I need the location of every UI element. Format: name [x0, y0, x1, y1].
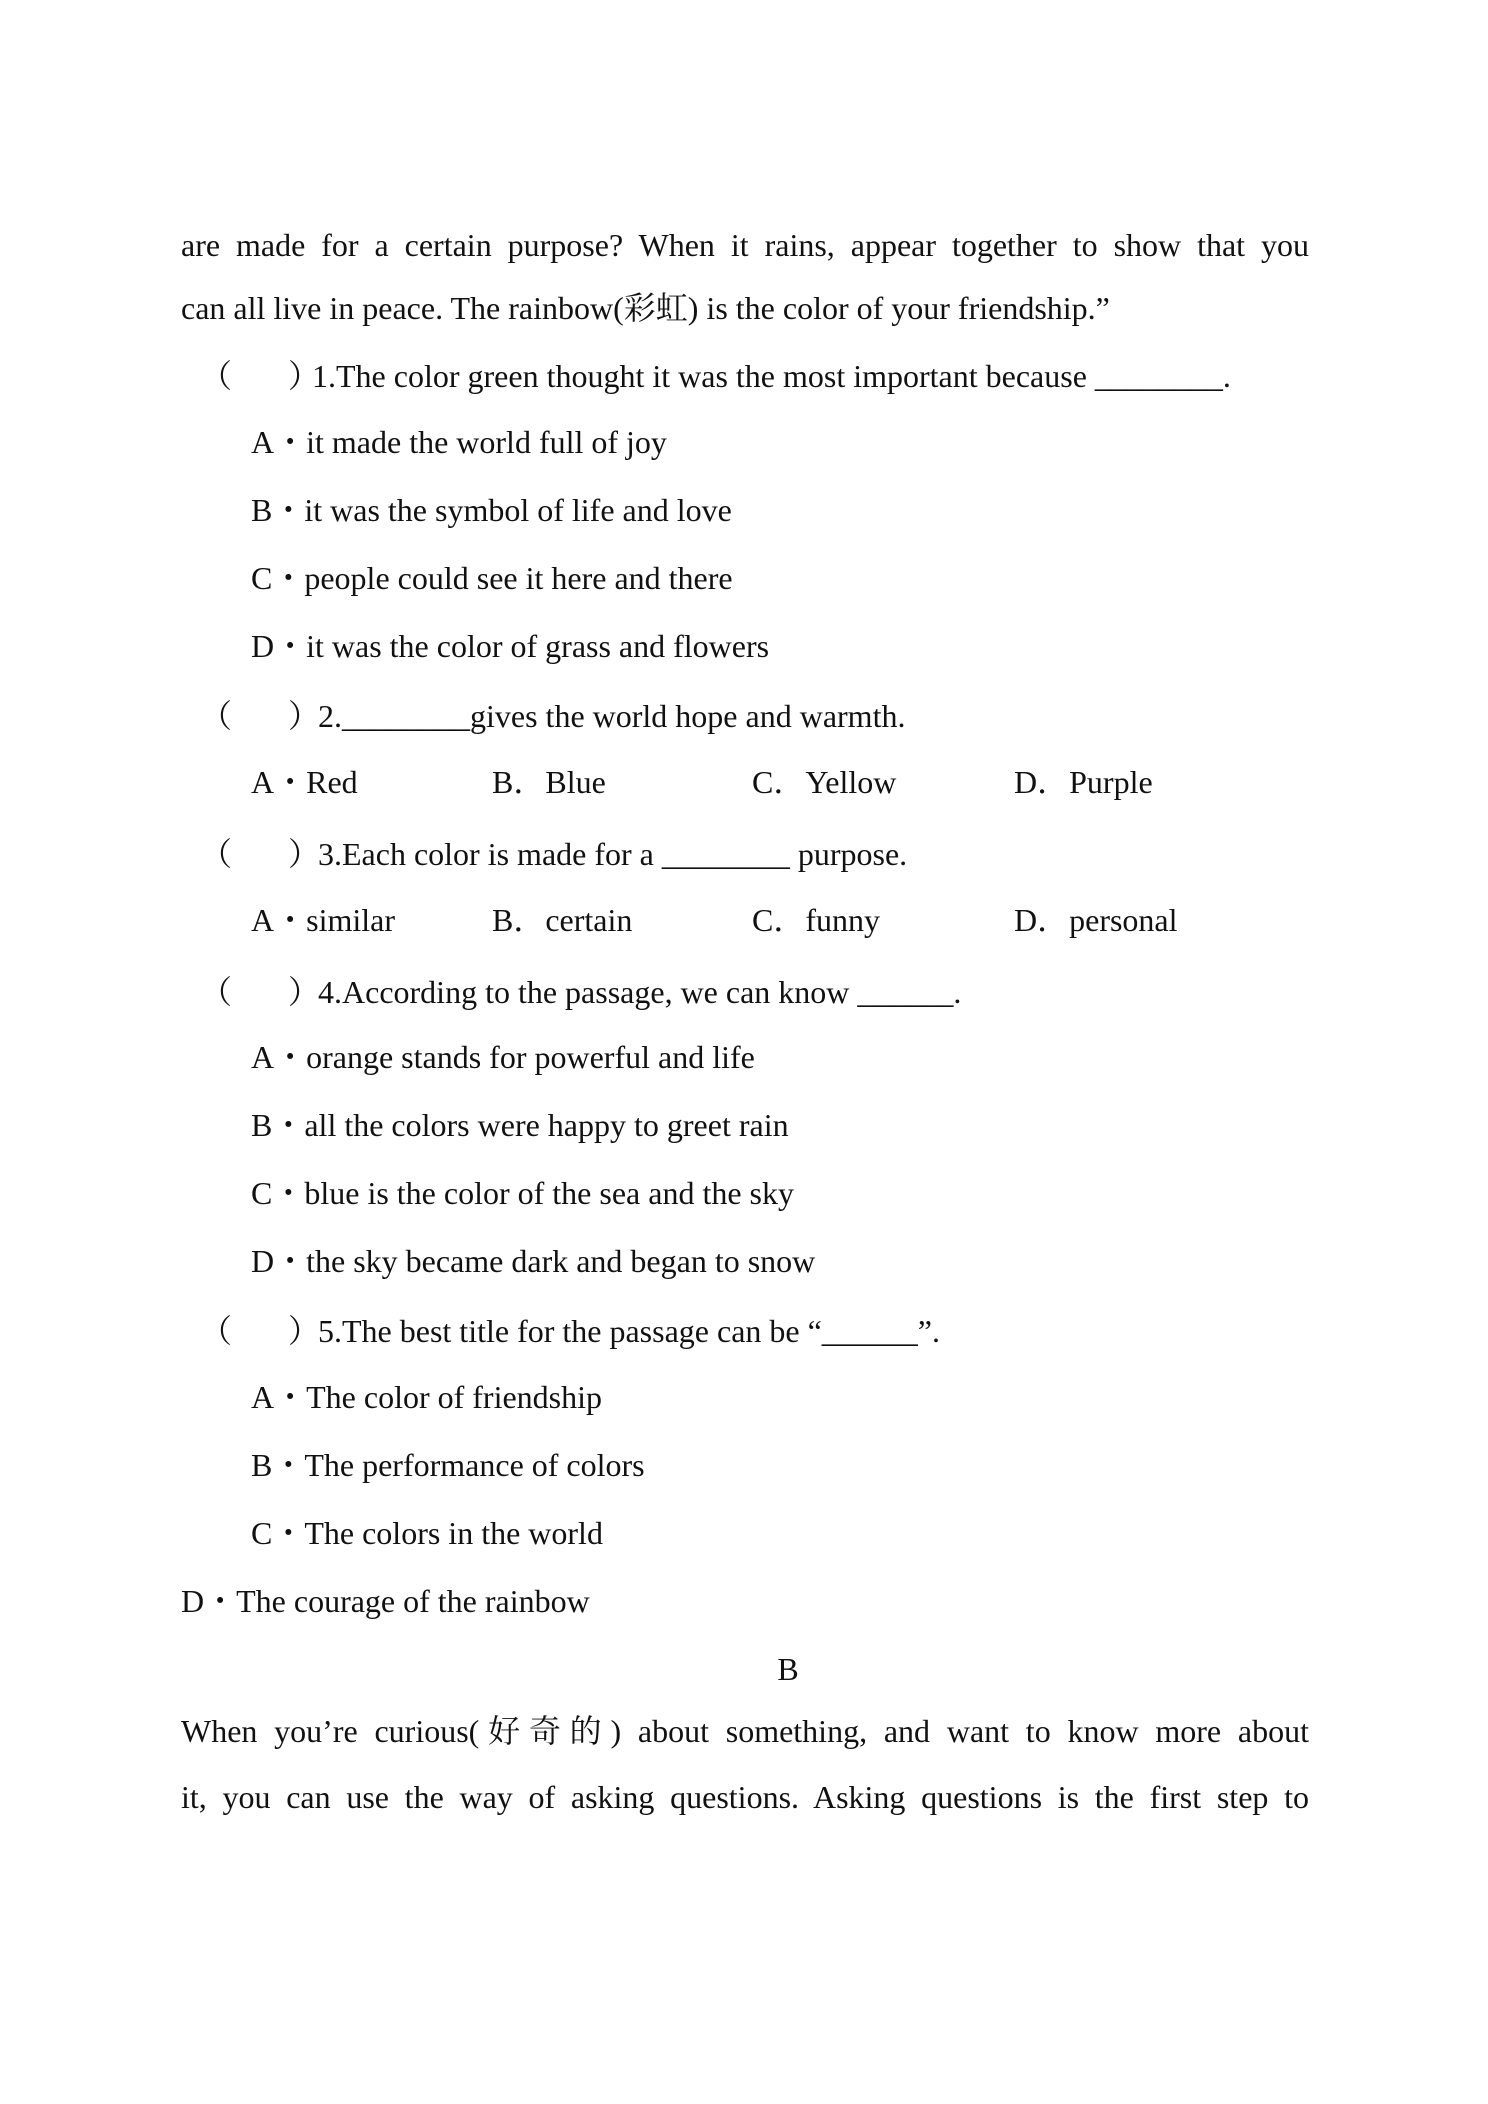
option-b: B．certain	[492, 902, 633, 938]
question-text: 4.According to the passage, we can know ______.	[318, 974, 962, 1010]
option-b: B・it was the symbol of life and love	[251, 492, 732, 528]
option-c: C・The colors in the world	[251, 1515, 603, 1551]
answer-paren-close: ）	[288, 698, 321, 734]
option-c: C・blue is the color of the sea and the sky	[251, 1175, 794, 1211]
option-b: B．Blue	[492, 764, 606, 800]
section-heading: B	[777, 1651, 799, 1687]
option-c: C．funny	[752, 902, 881, 938]
option-d: D．personal	[1014, 902, 1178, 938]
passage-b-line-1: When you’re curious(好奇的) about something, and want to know more about	[181, 1713, 1309, 1749]
option-a: A・orange stands for powerful and life	[251, 1039, 755, 1075]
option-b: B・all the colors were happy to greet rain	[251, 1107, 789, 1143]
option-d: D．Purple	[1014, 764, 1153, 800]
option-d: D・it was the color of grass and flowers	[251, 628, 770, 664]
answer-paren-open: （	[200, 974, 233, 1010]
option-a: A・Red	[251, 764, 358, 800]
passage-line-2: can all live in peace. The rainbow(彩虹) is the color of your friendship.”	[181, 290, 1110, 326]
passage-b-line-2: it, you can use the way of asking questions. Asking questions is the first step to	[181, 1779, 1309, 1815]
answer-paren-close: ）	[288, 974, 321, 1010]
option-d: D・The courage of the rainbow	[181, 1583, 590, 1619]
answer-paren-open: （	[200, 1313, 233, 1349]
question-text: 2.________gives the world hope and warmth.	[318, 698, 906, 734]
option-a: A・similar	[251, 902, 395, 938]
option-a: A・The color of friendship	[251, 1379, 603, 1415]
question-text: 5.The best title for the passage can be “______”.	[318, 1313, 940, 1349]
passage-line-1: are made for a certain purpose? When it rains, appear together to show that you	[181, 227, 1309, 263]
answer-paren-open: （	[200, 358, 233, 394]
option-a: A・it made the world full of joy	[251, 424, 667, 460]
option-c: C．Yellow	[752, 764, 897, 800]
answer-paren-close: ）	[288, 836, 321, 872]
option-d: D・the sky became dark and began to snow	[251, 1243, 816, 1279]
answer-paren-close: ）	[288, 358, 321, 394]
question-text: 3.Each color is made for a ________ purpose.	[318, 836, 908, 872]
answer-paren-close: ）	[288, 1313, 321, 1349]
option-b: B・The performance of colors	[251, 1447, 645, 1483]
option-c: C・people could see it here and there	[251, 560, 733, 596]
question-text: 1.The color green thought it was the most important because ________.	[312, 358, 1231, 394]
answer-paren-open: （	[200, 698, 233, 734]
answer-paren-open: （	[200, 836, 233, 872]
